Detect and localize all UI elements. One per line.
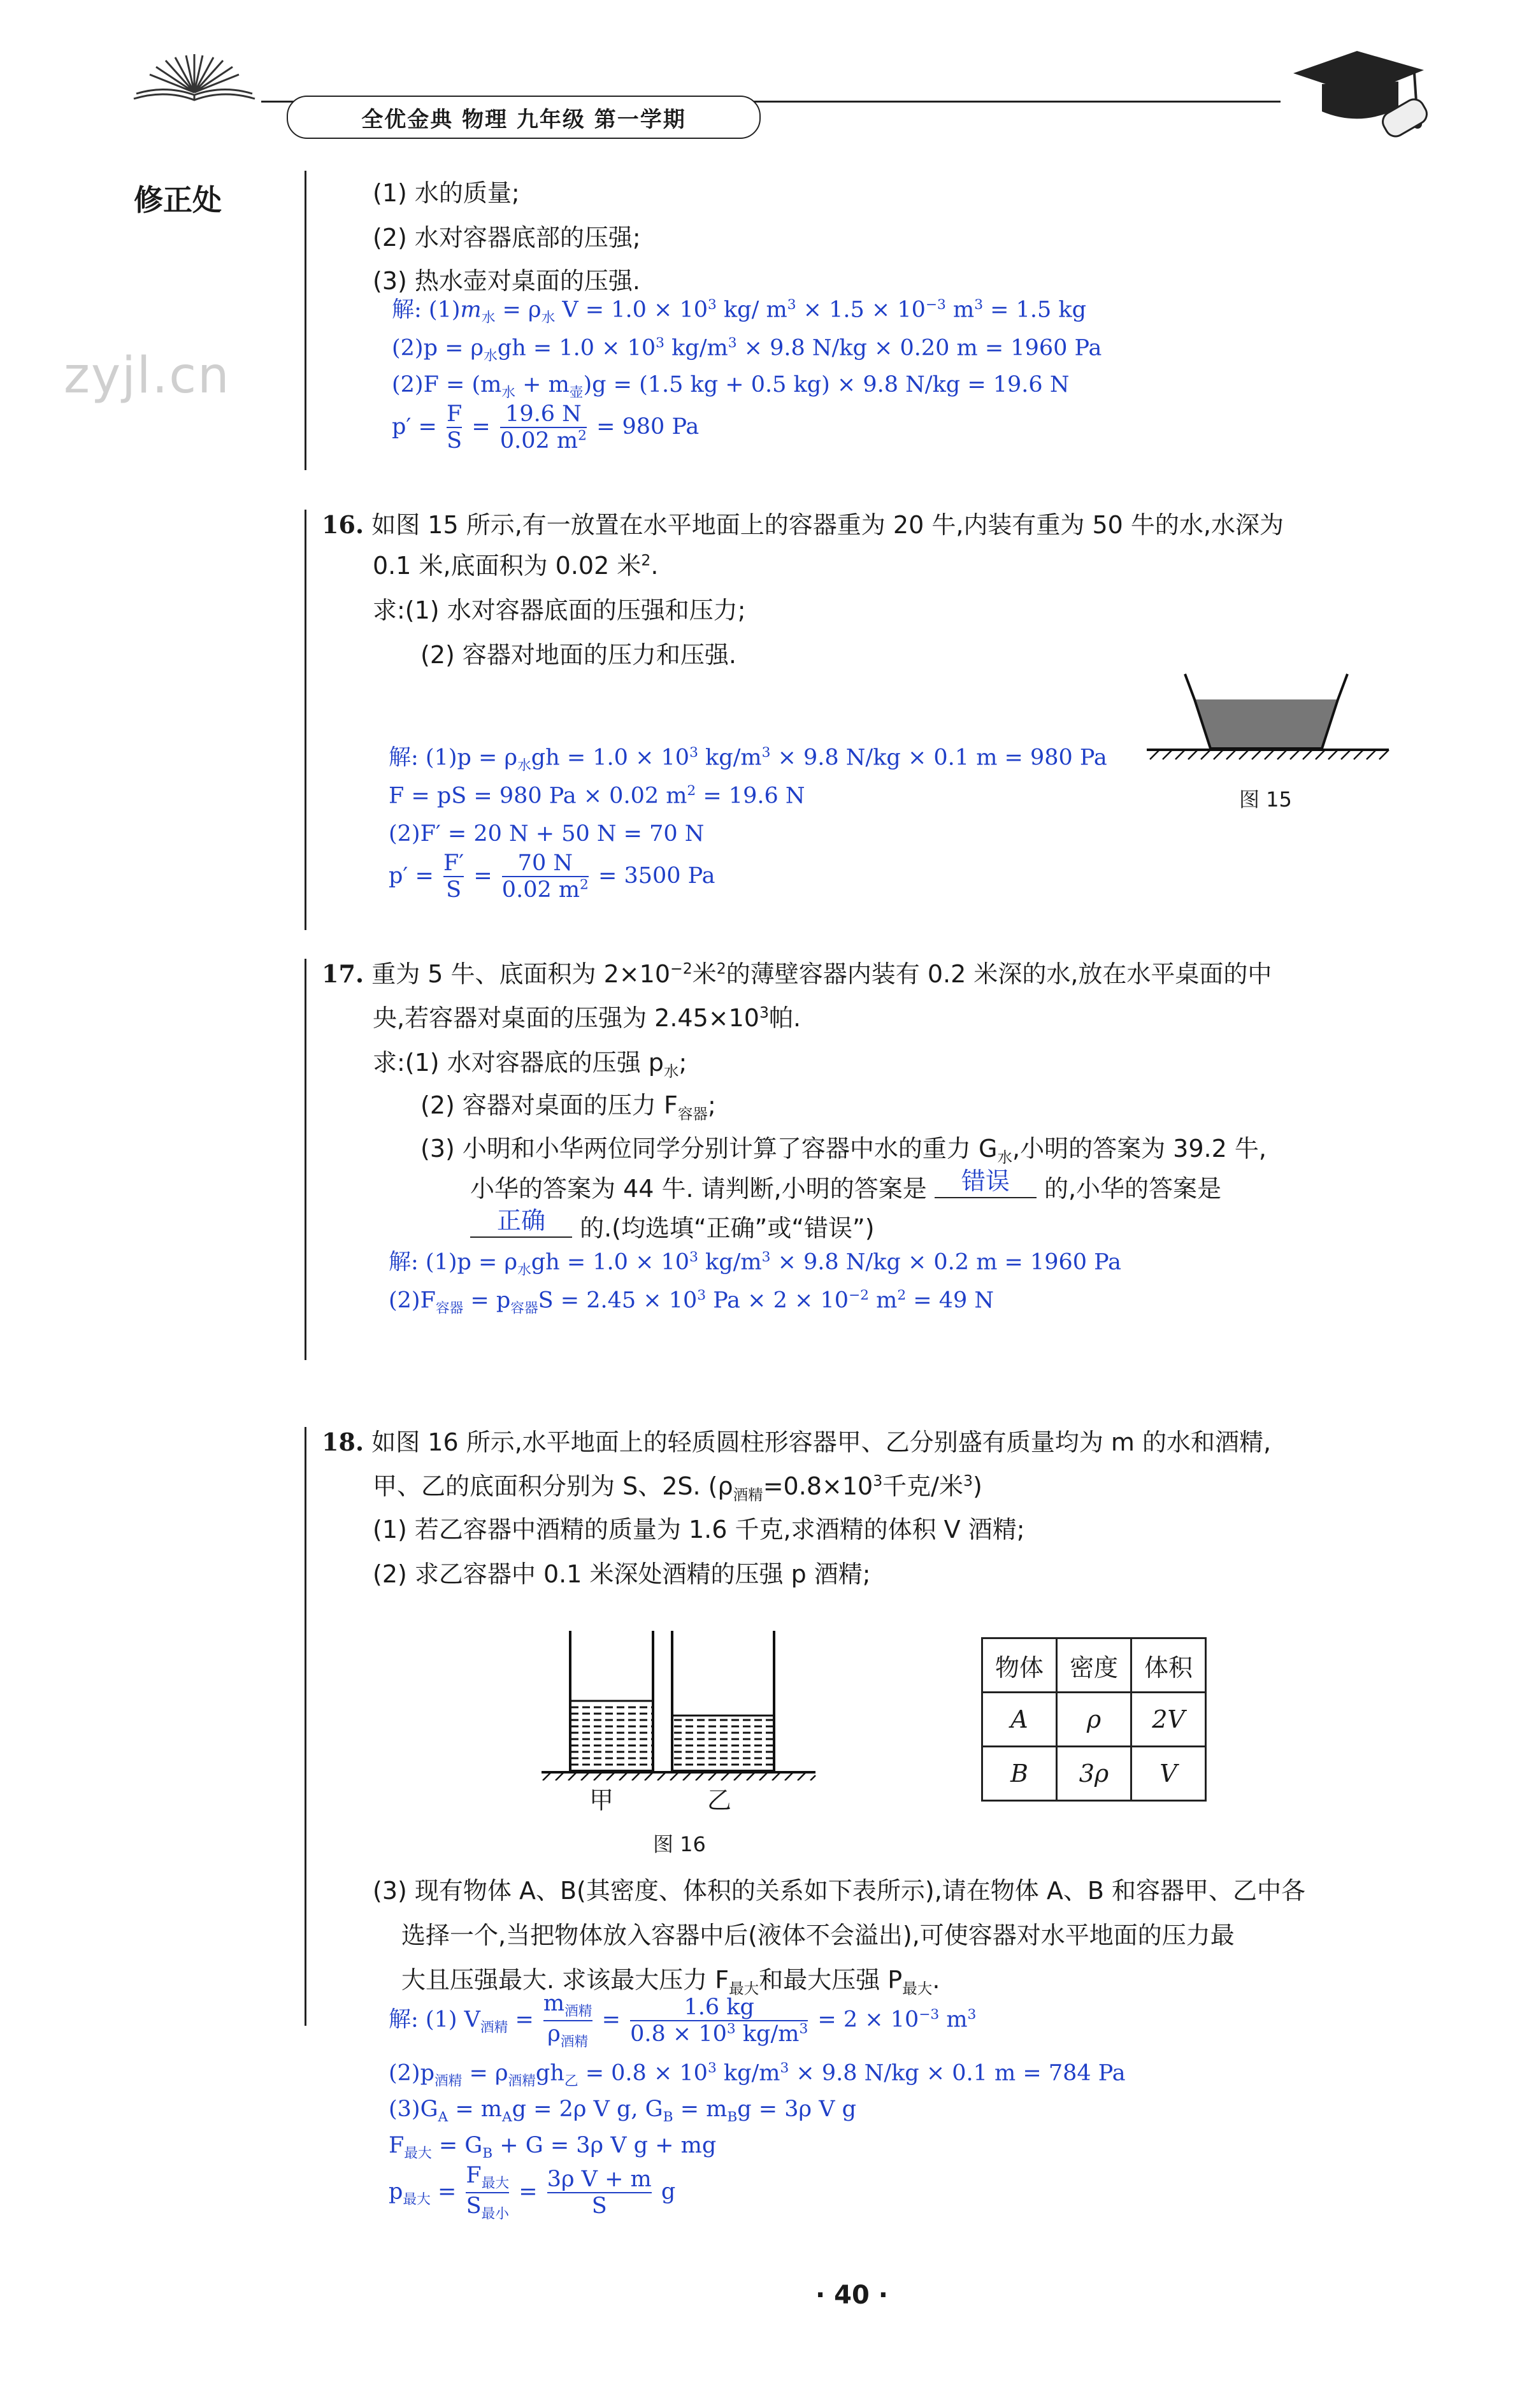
table-header-cell: 密度 (1057, 1638, 1131, 1693)
q18-solution-line-2: $(2)p_{酒精} = \rho_{酒精}gh_乙 = 0.8 \times 10^3$ $kg/m^3 \times 9.8$ N/kg × 0.1 m = 784 Pa (389, 2060, 1126, 2089)
table-cell: V (1131, 1747, 1206, 1801)
q17-ask-3-cont: 小华的答案为 44 牛. 请判断,小明的答案是 错误 的,小华的答案是 (470, 1167, 1222, 1203)
q18-part-1: (1) 若乙容器中酒精的质量为 1.6 千克,求酒精的体积 V 酒精; (373, 1516, 1025, 1544)
object-properties-table (981, 1637, 1207, 1802)
q16-solution-line-1: 解: $(1)p = \rho_水gh = 1.0 \times 10^3$ $kg/m^3 \times 9.8$ N/kg × 0.1 m = 980 Pa (389, 745, 1107, 774)
q15-solution-line-3: $(2)F = (m_水 + m_壶)g = (1.5$ kg + 0.5 kg) × 9.8 N/kg = 19.6 N (392, 372, 1070, 401)
figure-16-containers-diagram (535, 1628, 822, 1781)
margin-rule (305, 1427, 306, 2026)
container-yi-label: 乙 (707, 1786, 732, 1814)
q17-solution-line-2: $(2)F_{容器} = p_{容器}S = 2.45 \times 10^3$ $Pa \times 2 \times 10^{-2}$ $m^2 = 49$ N (389, 1287, 994, 1317)
table-cell: 3ρ (1057, 1747, 1131, 1801)
q15-part-2: (2) 水对容器底部的压强; (373, 224, 641, 252)
container-jia-label: 甲 (589, 1786, 614, 1814)
book-icon (127, 54, 261, 111)
table-row (982, 1747, 1206, 1801)
q16-line-2: 0.1 米,底面积为 0.02 米$^2$. (373, 551, 659, 580)
q17-ask-1: 求:(1) 水对容器底的压强 $p_水$; (373, 1049, 687, 1080)
q18-solution-line-3: $(3)G_A = m_Ag = 2\rho$ V g, $G_B = m_Bg = 3\rho$ V g (389, 2096, 857, 2125)
graduation-cap-icon (1287, 45, 1440, 153)
q18-line-1: 18. 如图 16 所示,水平地面上的轻质圆柱形容器甲、乙分别盛有质量均为 m 的水和酒精, (322, 1428, 1272, 1456)
table-row (982, 1693, 1206, 1747)
q18-solution-line-4: $F_{最大} = G_B + G = 3\rho$ V g + mg (389, 2133, 717, 2161)
q18-solution-line-1: 解: (1) $V_{酒精}$ = $\frac{m_{酒精}}{\rho_{酒精}}$ = $\frac{1.6 kg}{0.8 \times 10^3 kg/m^3}$ = $2 \times 10^{-3}$ $m^3$ (389, 1991, 977, 2050)
q16-solution-line-4: p′ = $\frac{F'}{S}$ = $\frac{70 N}{0.02 m^2}$ = 3500 Pa (389, 850, 715, 903)
margin-rule (305, 510, 306, 930)
figure-16-caption: 图 16 (653, 1832, 706, 1856)
q17-ask-3-end: 正确 的.(均选填“正确”或“错误”) (470, 1214, 875, 1245)
table-cell: B (982, 1747, 1057, 1801)
q18-part-2: (2) 求乙容器中 0.1 米深处酒精的压强 p 酒精; (373, 1560, 871, 1588)
q15-solution-line-4: p′ = $\frac{F}{S}$ = $\frac{19.6 N}{0.02 m^2}$ = 980 Pa (392, 401, 700, 454)
q17-line-1: 17. 重为 5 牛、底面积为 $2\times 10^{-2}$米$^2$的薄壁容器内装有 0.2 米深的水,放在水平桌面的中 (322, 959, 1272, 988)
q16-solution-line-3: (2)F′ = 20 N + 50 N = 70 N (389, 821, 705, 847)
table-cell: ρ (1057, 1693, 1131, 1747)
q17-ask-3: (3) 小明和小华两位同学分别计算了容器中水的重力 $G_水$,小明的答案为 39.2 牛, (420, 1135, 1267, 1166)
figure-15-caption: 图 15 (1239, 787, 1292, 812)
q17-answer-blank-1[interactable]: 错误 (961, 1167, 1010, 1195)
q16-ask-2: (2) 容器对地面的压力和压强. (420, 641, 736, 669)
q15-part-1: (1) 水的质量; (373, 179, 520, 207)
q18-part-3-line-2: 选择一个,当把物体放入容器中后(液体不会溢出),可使容器对水平地面的压力最 (401, 1921, 1235, 1949)
header-title: 全优金典 物理 九年级 第一学期 (287, 96, 761, 139)
figure-15-container-diagram (1134, 669, 1402, 764)
q15-solution-line-2: $(2)p = \rho_水gh = 1.0 \times 10^3$ $kg/m^3 \times 9.8$ N/kg × 0.20 m = 1960 Pa (392, 335, 1102, 364)
q17-answer-blank-2[interactable]: 正确 (496, 1207, 545, 1235)
table-header-row (982, 1638, 1206, 1693)
q17-line-2: 央,若容器对桌面的压强为 $2.45\times 10^3$帕. (373, 1003, 801, 1032)
q16-line-1: 16. 如图 15 所示,有一放置在水平地面上的容器重为 20 牛,内装有重为 50 牛的水,水深为 (322, 510, 1284, 539)
q15-solution-line-1: 解: $(1)m_水 = \rho_水$ $V = 1.0 \times 10^3$ kg/ $m^3 \times 1.5 \times 10^{-3}$ $m^3 = 1.5$ kg (392, 297, 1086, 326)
q18-part-3-line-3: 大且压强最大. 求该最大压力 $F_{最大}$和最大压强 $P_{最大}$. (401, 1966, 940, 1998)
page-number: · 40 · (815, 2281, 888, 2310)
margin-rule (305, 171, 306, 470)
q16-ask-1: 求:(1) 水对容器底面的压强和压力; (373, 596, 746, 624)
q16-solution-line-2: F = pS = 980 Pa × 0.02 $m^2 = 19.6$ N (389, 783, 805, 809)
table-header-cell: 物体 (982, 1638, 1057, 1693)
q18-part-3-line-1: (3) 现有物体 A、B(其密度、体积的关系如下表所示),请在物体 A、B 和容器甲、乙中各 (373, 1877, 1306, 1905)
q18-line-2: 甲、乙的底面积分别为 S、2S. ($\rho_{酒精}=0.8\times 10^3$千克/米$^3$) (373, 1472, 982, 1504)
q15-part-3: (3) 热水壶对桌面的压强. (373, 267, 640, 295)
q17-ask-2: (2) 容器对桌面的压力 $F_{容器}$; (420, 1091, 716, 1123)
table-cell: A (982, 1693, 1057, 1747)
correction-label: 修正处 (134, 183, 222, 217)
margin-rule (305, 959, 306, 1360)
watermark: zyjl.cn (64, 347, 231, 405)
table-cell: 2V (1131, 1693, 1206, 1747)
q18-solution-line-5: $p_{最大}$ = $\frac{F_{最大}}{S_{最小}}$ = $\frac{\text{3ρ V + m}}{S}$ g (389, 2163, 676, 2222)
q17-solution-line-1: 解: $(1)p = \rho_水gh = 1.0 \times 10^3$ $kg/m^3 \times 9.8$ N/kg × 0.2 m = 1960 Pa (389, 1249, 1122, 1279)
table-header-cell: 体积 (1131, 1638, 1206, 1693)
